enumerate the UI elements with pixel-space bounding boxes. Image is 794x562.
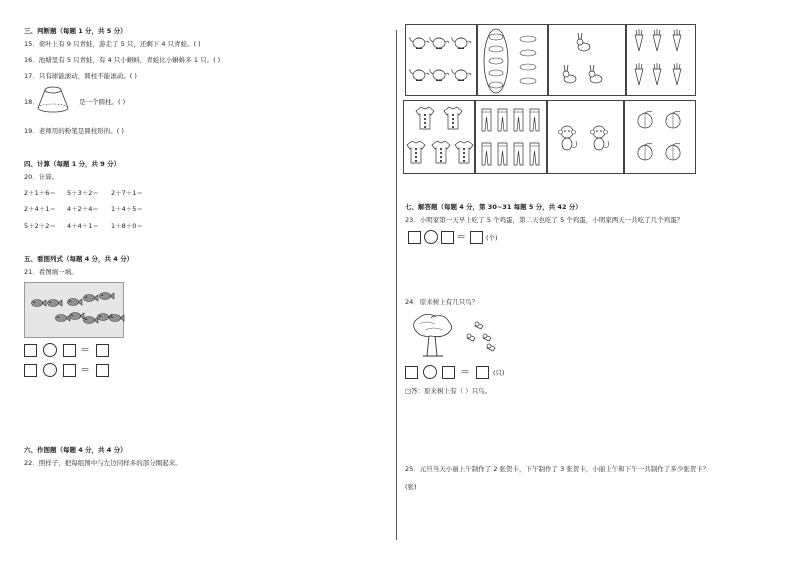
section-6-heading: 六、作图题（每题 4 分，共 4 分） — [24, 446, 127, 454]
frustum-shape-icon — [36, 86, 70, 114]
question-15: 15．荷叶上有 9 只青蛙，游走了 5 只，还剩下 4 只青蛙。( ) — [24, 40, 201, 48]
trousers-icons — [476, 101, 548, 175]
q23-operator-circle[interactable] — [424, 230, 438, 244]
q24-unit: (只) — [493, 369, 505, 377]
q21-row1-box-2[interactable] — [63, 344, 76, 357]
section-3-heading: 三、判断题（每题 1 分，共 5 分） — [24, 27, 127, 35]
group-carrots — [626, 24, 696, 96]
carrot-icons — [627, 25, 697, 97]
q21-row2-equals: ＝ — [80, 365, 90, 376]
q24-equals: ＝ — [460, 367, 470, 378]
question-23: 23．小明家第一天早上吃了 5 个鸡蛋，第二天也吃了 5 个鸡蛋，小明家两天一共吃了几个鸡蛋？ — [405, 216, 684, 224]
q21-row1-operator-circle[interactable] — [43, 343, 57, 357]
group-monkeys — [547, 100, 624, 174]
section-7-heading: 七、解答题（每题 4 分，第 30~31 每题 5 分，共 42 分） — [405, 203, 582, 211]
q23-unit: (个) — [486, 234, 498, 242]
q24-answer-box[interactable] — [476, 366, 489, 379]
rabbit-icons — [549, 25, 627, 97]
question-19: 19．老师用的粉笔是圆柱形的。( ) — [24, 127, 124, 135]
question-22: 22．照样子，把每组图中与左边同样多的部分圈起来。 — [24, 459, 182, 467]
q21-row1-answer-box[interactable] — [96, 344, 109, 357]
q21-row2-box-2[interactable] — [63, 364, 76, 377]
question-18-number: 18． — [24, 98, 39, 106]
fish-group-illustration — [25, 283, 125, 339]
calc-2-2: 4＋2＋4＝ — [67, 205, 99, 213]
q21-row2-operator-circle[interactable] — [43, 363, 57, 377]
q21-row2-box-1[interactable] — [24, 364, 37, 377]
q24-answer-line: □答：原来树上有（ ）只鸟。 — [405, 387, 492, 395]
section-4-heading: 四、计算（每题 1 分，共 9 分） — [24, 160, 121, 168]
teapot-icons — [406, 25, 478, 97]
q24-box-1[interactable] — [405, 366, 418, 379]
question-25: 25．元旦当天小丽上午制作了 2 张贺卡，下午制作了 3 张贺卡，小丽上午和下午一共制作了多少张贺卡？ — [405, 465, 710, 473]
q25-unit: (张) — [405, 483, 417, 491]
column-divider — [396, 30, 397, 540]
question-20: 20．计算。 — [24, 173, 59, 181]
question-16: 16．池塘里有 5 只青蛙，有 4 只小蝌蚪，青蛙比小蝌蚪多 1 只。( ) — [24, 56, 221, 64]
calc-2-1: 2＋4＋1＝ — [24, 205, 56, 213]
shirt-icons — [404, 101, 476, 175]
question-21: 21．看图填一填。 — [24, 268, 78, 276]
calc-3-2: 4＋4＋1＝ — [67, 222, 99, 230]
plate-stack-icons — [478, 25, 549, 97]
q23-answer-box[interactable] — [470, 231, 483, 244]
group-shirts — [403, 100, 475, 174]
calc-2-3: 1＋4＋5＝ — [111, 205, 143, 213]
calc-3-1: 5＋2＋2＝ — [24, 222, 56, 230]
section-5-heading: 五、看图列式（每题 4 分，共 4 分） — [24, 255, 134, 263]
question-18-text: 是一个圆柱。( ) — [79, 98, 126, 106]
q23-box-2[interactable] — [441, 231, 454, 244]
calc-3-3: 1＋8＋0＝ — [111, 222, 143, 230]
q23-box-1[interactable] — [408, 231, 421, 244]
calc-1-1: 2＋1＋6＝ — [24, 189, 56, 197]
group-teapots — [405, 24, 477, 96]
q21-row1-equals: ＝ — [80, 345, 90, 356]
peach-icons — [625, 101, 697, 175]
fish-picture — [24, 282, 124, 338]
calc-1-2: 5＋3＋2＝ — [67, 189, 99, 197]
q24-operator-circle[interactable] — [423, 365, 437, 379]
group-plates — [477, 24, 548, 96]
group-peaches — [624, 100, 696, 174]
q21-row2-answer-box[interactable] — [96, 364, 109, 377]
q23-equals: ＝ — [456, 232, 466, 243]
question-17: 17．只有球能滚动，圆柱不能滚动。( ) — [24, 72, 137, 80]
group-trousers — [475, 100, 547, 174]
monkey-icons — [548, 101, 625, 175]
tree-with-birds-illustration — [405, 312, 505, 360]
q21-row1-box-1[interactable] — [24, 344, 37, 357]
calc-1-3: 2＋7＋1＝ — [111, 189, 143, 197]
q24-box-2[interactable] — [442, 366, 455, 379]
group-rabbits — [548, 24, 626, 96]
question-24: 24．原来树上有几只鸟？ — [405, 298, 479, 306]
